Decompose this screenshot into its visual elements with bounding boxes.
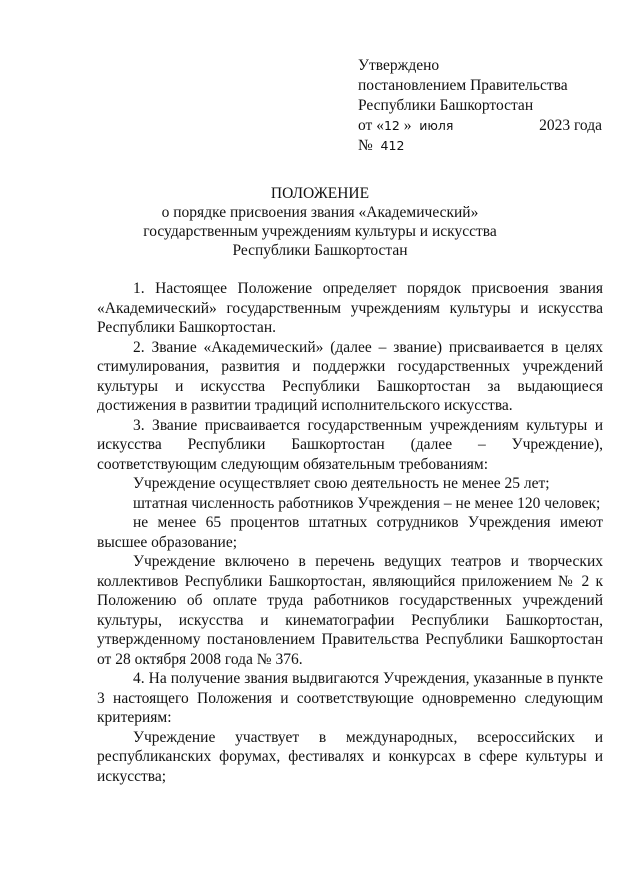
document-body — [97, 279, 603, 786]
paragraph-3: 3. Звание присваивается государственным учреждениям культуры и искусства Республики Башкортостан (далее – Учреждение), соответствующим следующим обязательным требованиям: — [97, 416, 603, 473]
approval-line-resolution: постановлением Правительства — [358, 77, 568, 94]
approval-stamp-block — [358, 56, 608, 156]
title-subtitle-1: о порядке присвоения звания «Академический» — [161, 204, 479, 221]
title-subtitle-3: Республики Башкортостан — [232, 242, 408, 259]
approval-date-row — [358, 116, 608, 136]
title-subtitle-2: государственным учреждениям культуры и искусства — [143, 223, 497, 240]
paragraph-1: 1. Настоящее Положение определяет порядок присвоения звания «Академический» государственным учреждениям культуры и искусства Республики Башкортостан. — [97, 280, 603, 336]
requirement-list: Учреждение включено в перечень ведущих театров и творческих коллективов Республики Башкортостан, являющийся приложением № 2 к Положению об оплате труда работников государственных учреждений культуры, искусства и кинематографии Республики Башкортостан, утвержденному постановлением Правительства Республики Башкортостан от 28 октября 2008 года № 376. — [97, 553, 603, 668]
approval-number-row — [358, 136, 608, 156]
requirement-age: Учреждение осуществляет свою деятельность не менее 25 лет; — [133, 475, 550, 492]
requirement-education: не менее 65 процентов штатных сотрудников Учреждения имеют высшее образование; — [97, 514, 603, 551]
document-title — [120, 184, 520, 260]
date-day: 12 — [383, 118, 400, 133]
requirement-staff: штатная численность работников Учреждения – не менее 120 человек; — [133, 494, 601, 512]
title-heading: ПОЛОЖЕНИЕ — [270, 185, 370, 202]
approval-line-republic: Республики Башкортостан — [358, 97, 534, 114]
criterion-participation: Учреждение участвует в международных, всероссийских и республиканских форумах, фестивалях и конкурсах в сфере культуры и искусства; — [97, 728, 603, 785]
approval-line-approved: Утверждено — [358, 57, 440, 74]
date-prefix: от « — [358, 117, 384, 134]
paragraph-4: 4. На получение звания выдвигаются Учреждения, указанные в пункте 3 настоящего Положения и соответствующие одновременно следующим критериям: — [97, 670, 603, 726]
number-value: 412 — [380, 138, 405, 153]
paragraph-2: 2. Звание «Академический» (далее – звание) присваивается в целях стимулирования, развития и поддержки государственных учреждений культуры и искусства Республики Башкортостан за выдающиеся достижения в развитии традиций исполнительского искусства. — [97, 338, 603, 414]
date-month: июля — [419, 118, 454, 133]
date-mid: » — [399, 117, 412, 134]
date-year: 2023 года — [539, 117, 602, 134]
number-prefix: № — [358, 137, 373, 154]
